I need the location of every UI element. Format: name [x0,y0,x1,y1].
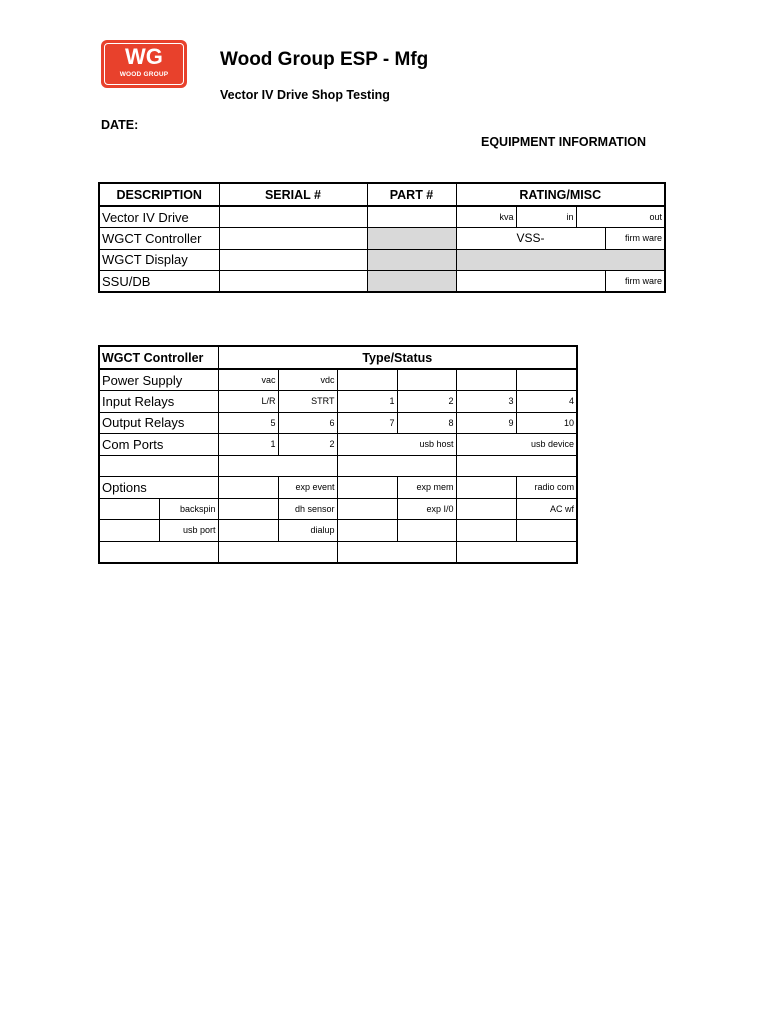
output-relay-8[interactable]: 8 [397,412,456,434]
input-relay-3[interactable]: 3 [456,391,516,413]
logo-mark: WG [125,44,163,69]
option-dialup[interactable]: dialup [278,520,337,542]
output-relay-6[interactable]: 6 [278,412,337,434]
serial-field-drive[interactable] [219,206,367,228]
input-relay-lr[interactable]: L/R [218,391,278,413]
row-label-options: Options [99,477,218,499]
empty-cell[interactable] [218,541,337,563]
option-usb-port[interactable]: usb port [159,520,218,542]
controller-header-row [99,346,577,369]
empty-cell[interactable] [99,455,218,477]
serial-field-controller[interactable] [219,228,367,250]
empty-cell[interactable] [337,455,456,477]
row-label-drive: Vector IV Drive [99,206,219,228]
part-field-controller-shaded [367,228,456,250]
option-exp-io[interactable]: exp I/0 [397,498,456,520]
page-subtitle: Vector IV Drive Shop Testing [220,88,390,102]
input-relay-4[interactable]: 4 [516,391,577,413]
empty-cell[interactable] [397,520,456,542]
output-relay-5[interactable]: 5 [218,412,278,434]
equipment-header-row [99,183,665,206]
com-port-1[interactable]: 1 [218,434,278,456]
col-header-part: PART # [367,183,456,206]
empty-cell[interactable] [397,369,456,391]
serial-field-display[interactable] [219,249,367,271]
input-relay-strt[interactable]: STRT [278,391,337,413]
empty-cell[interactable] [516,520,577,542]
table-row [99,249,665,271]
output-relay-10[interactable]: 10 [516,412,577,434]
empty-cell[interactable] [456,541,577,563]
controller-table [98,345,578,564]
empty-cell[interactable] [456,498,516,520]
input-relay-2[interactable]: 2 [397,391,456,413]
empty-cell[interactable] [99,541,218,563]
misc-field-display-shaded [456,249,665,271]
company-logo [101,40,187,88]
table-row [99,520,577,542]
output-relay-9[interactable]: 9 [456,412,516,434]
table-row [99,498,577,520]
empty-cell[interactable] [218,520,278,542]
row-label-output-relays: Output Relays [99,412,218,434]
empty-cell[interactable] [99,498,159,520]
com-port-usb-host[interactable]: usb host [337,434,456,456]
empty-cell[interactable] [456,455,577,477]
kva-field[interactable]: kva [456,206,516,228]
empty-cell[interactable] [456,520,516,542]
part-field-display-shaded [367,249,456,271]
row-label-power-supply: Power Supply [99,369,218,391]
date-label: DATE: [101,118,139,132]
vdc-field[interactable]: vdc [278,369,337,391]
row-label-input-relays: Input Relays [99,391,218,413]
com-port-usb-device[interactable]: usb device [456,434,577,456]
input-relay-1[interactable]: 1 [337,391,397,413]
col-header-description: DESCRIPTION [99,183,219,206]
option-radio-com[interactable]: radio com [516,477,577,499]
empty-cell[interactable] [337,520,397,542]
empty-cell[interactable] [218,498,278,520]
table-row [99,541,577,563]
firmware-field-ssu[interactable]: firm ware [605,271,665,293]
table-row [99,271,665,293]
row-label-controller: WGCT Controller [99,228,219,250]
option-backspin[interactable]: backspin [159,498,218,520]
page-title: Wood Group ESP - Mfg [220,49,429,70]
in-field[interactable]: in [516,206,576,228]
empty-cell[interactable] [337,369,397,391]
part-field-drive[interactable] [367,206,456,228]
table-row [99,434,577,456]
empty-cell[interactable] [456,477,516,499]
row-label-ssu: SSU/DB [99,271,219,293]
col-header-controller: WGCT Controller [99,346,218,369]
logo-wordmark: WOOD GROUP [119,71,169,78]
output-relay-7[interactable]: 7 [337,412,397,434]
option-exp-mem[interactable]: exp mem [397,477,456,499]
table-row [99,391,577,413]
empty-cell[interactable] [337,477,397,499]
table-row [99,369,577,391]
table-row [99,477,577,499]
option-dh-sensor[interactable]: dh sensor [278,498,337,520]
empty-cell[interactable] [337,541,456,563]
table-row [99,228,665,250]
empty-cell[interactable] [218,477,278,499]
empty-cell[interactable] [456,369,516,391]
out-field[interactable]: out [576,206,665,228]
misc-field-ssu[interactable] [456,271,605,293]
option-ac-wf[interactable]: AC wf [516,498,577,520]
empty-cell[interactable] [99,520,159,542]
empty-cell[interactable] [516,369,577,391]
com-port-2[interactable]: 2 [278,434,337,456]
vac-field[interactable]: vac [218,369,278,391]
col-header-serial: SERIAL # [219,183,367,206]
vss-field[interactable]: VSS- [456,228,605,250]
part-field-ssu-shaded [367,271,456,293]
col-header-rating: RATING/MISC [456,183,665,206]
equipment-table [98,182,666,293]
col-header-type-status: Type/Status [218,346,577,369]
option-exp-event[interactable]: exp event [278,477,337,499]
firmware-field-controller[interactable]: firm ware [605,228,665,250]
serial-field-ssu[interactable] [219,271,367,293]
section-heading: EQUIPMENT INFORMATION [481,135,647,149]
empty-cell[interactable] [337,498,397,520]
table-row [99,455,577,477]
row-label-display: WGCT Display [99,249,219,271]
row-label-com-ports: Com Ports [99,434,218,456]
table-row [99,206,665,228]
empty-cell[interactable] [218,455,337,477]
table-row [99,412,577,434]
